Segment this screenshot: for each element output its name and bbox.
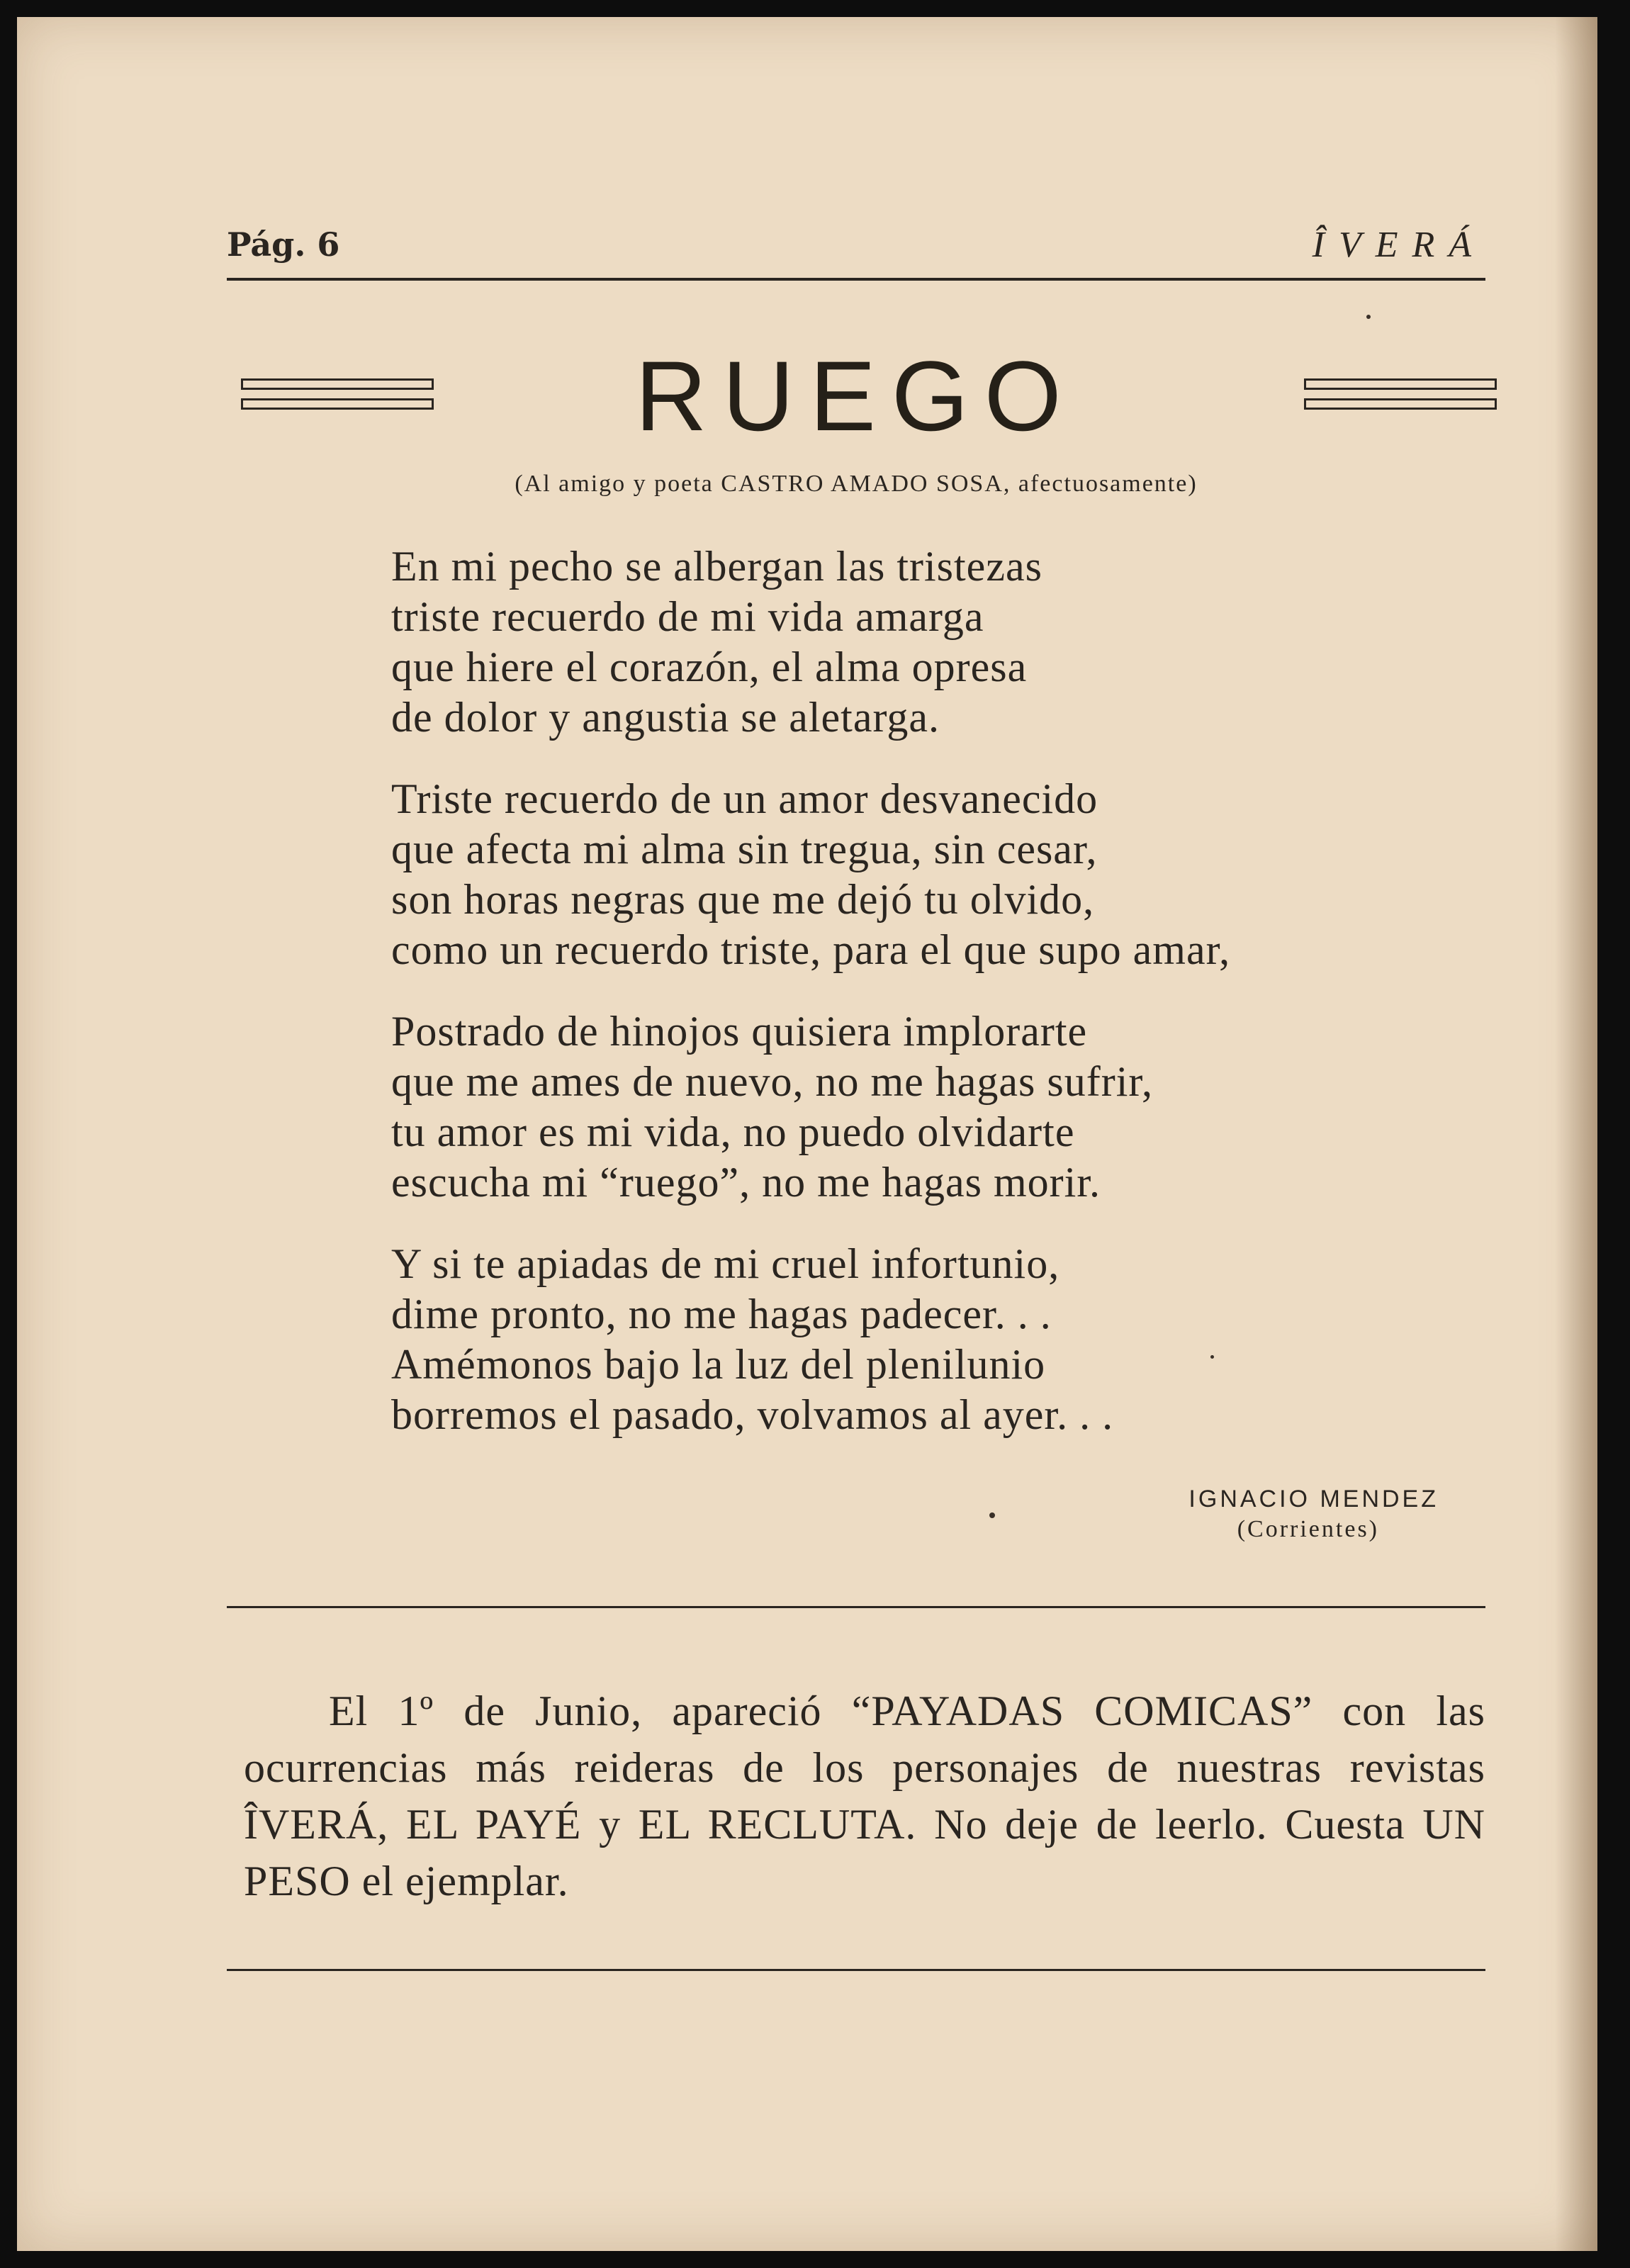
magazine-page xyxy=(17,17,1597,2251)
verse-line: Amémonos bajo la luz del plenilunio xyxy=(391,1341,1046,1388)
poem-stanza xyxy=(391,1239,1525,1440)
ornament-bar xyxy=(1304,398,1497,410)
verse-line: Triste recuerdo de un amor desvanecido xyxy=(391,775,1098,822)
verse-line: como un recuerdo triste, para el que supo amar, xyxy=(391,926,1231,973)
poem-dedication: (Al amigo y poeta CASTRO AMADO SOSA, afectuosamente) xyxy=(515,471,1198,497)
verse-line: son horas negras que me dejó tu olvido, xyxy=(391,876,1095,923)
verse-line: dime pronto, no me hagas padecer. . . xyxy=(391,1291,1052,1337)
verse-line: Y si te apiadas de mi cruel infortunio, xyxy=(391,1240,1060,1287)
verse-line: que me ames de nuevo, no me hagas sufrir, xyxy=(391,1058,1153,1105)
verse-line: triste recuerdo de mi vida amarga xyxy=(391,593,984,640)
poem-location: (Corrientes) xyxy=(1237,1516,1379,1542)
paper-speck xyxy=(1210,1355,1214,1359)
section-divider xyxy=(227,1606,1485,1608)
magazine-title: ÎVERÁ xyxy=(1312,225,1485,265)
ornament-bar xyxy=(1304,378,1497,390)
poem-title: RUEGO xyxy=(635,340,1077,451)
footer-rule xyxy=(227,1969,1485,1971)
verse-line: borremos el pasado, volvamos al ayer. . . xyxy=(391,1391,1114,1438)
right-ornament xyxy=(1304,376,1497,418)
verse-line: que afecta mi alma sin tregua, sin cesar, xyxy=(391,826,1098,872)
poem-stanza xyxy=(391,1006,1525,1208)
verse-line: escucha mi “ruego”, no me hagas morir. xyxy=(391,1159,1101,1206)
verse-line: Postrado de hinojos quisiera implorarte xyxy=(391,1008,1088,1055)
verse-line: de dolor y angustia se aletarga. xyxy=(391,694,940,741)
header-rule xyxy=(227,278,1485,281)
poem-author: IGNACIO MENDEZ xyxy=(1188,1486,1439,1512)
page-number: Pág. 6 xyxy=(227,225,340,264)
announcement-text: El 1º de Junio, apareció “PAYADAS COMICAS” con las ocurrencias más reideras de los personajes de nuestras revistas ÎVERÁ, EL PAYÉ y EL RECLUTA. No deje de leerlo. Cuesta UN PESO el ejemplar. xyxy=(244,1688,1485,1904)
verse-line: tu amor es mi vida, no puedo olvidarte xyxy=(391,1108,1075,1155)
announcement xyxy=(244,1683,1485,1909)
verse-line: En mi pecho se albergan las tristezas xyxy=(391,543,1042,590)
poem-signature xyxy=(1188,1486,1439,1543)
running-header xyxy=(227,218,1485,268)
poem-stanza xyxy=(391,774,1525,975)
page-edge-shadow xyxy=(1555,17,1597,2251)
verse-line: que hiere el corazón, el alma opresa xyxy=(391,644,1028,690)
paper-speck xyxy=(1366,315,1371,319)
poem-body xyxy=(391,541,1525,1471)
paper-speck xyxy=(989,1512,995,1518)
poem-stanza xyxy=(391,541,1525,743)
poem-title-row xyxy=(227,340,1485,451)
